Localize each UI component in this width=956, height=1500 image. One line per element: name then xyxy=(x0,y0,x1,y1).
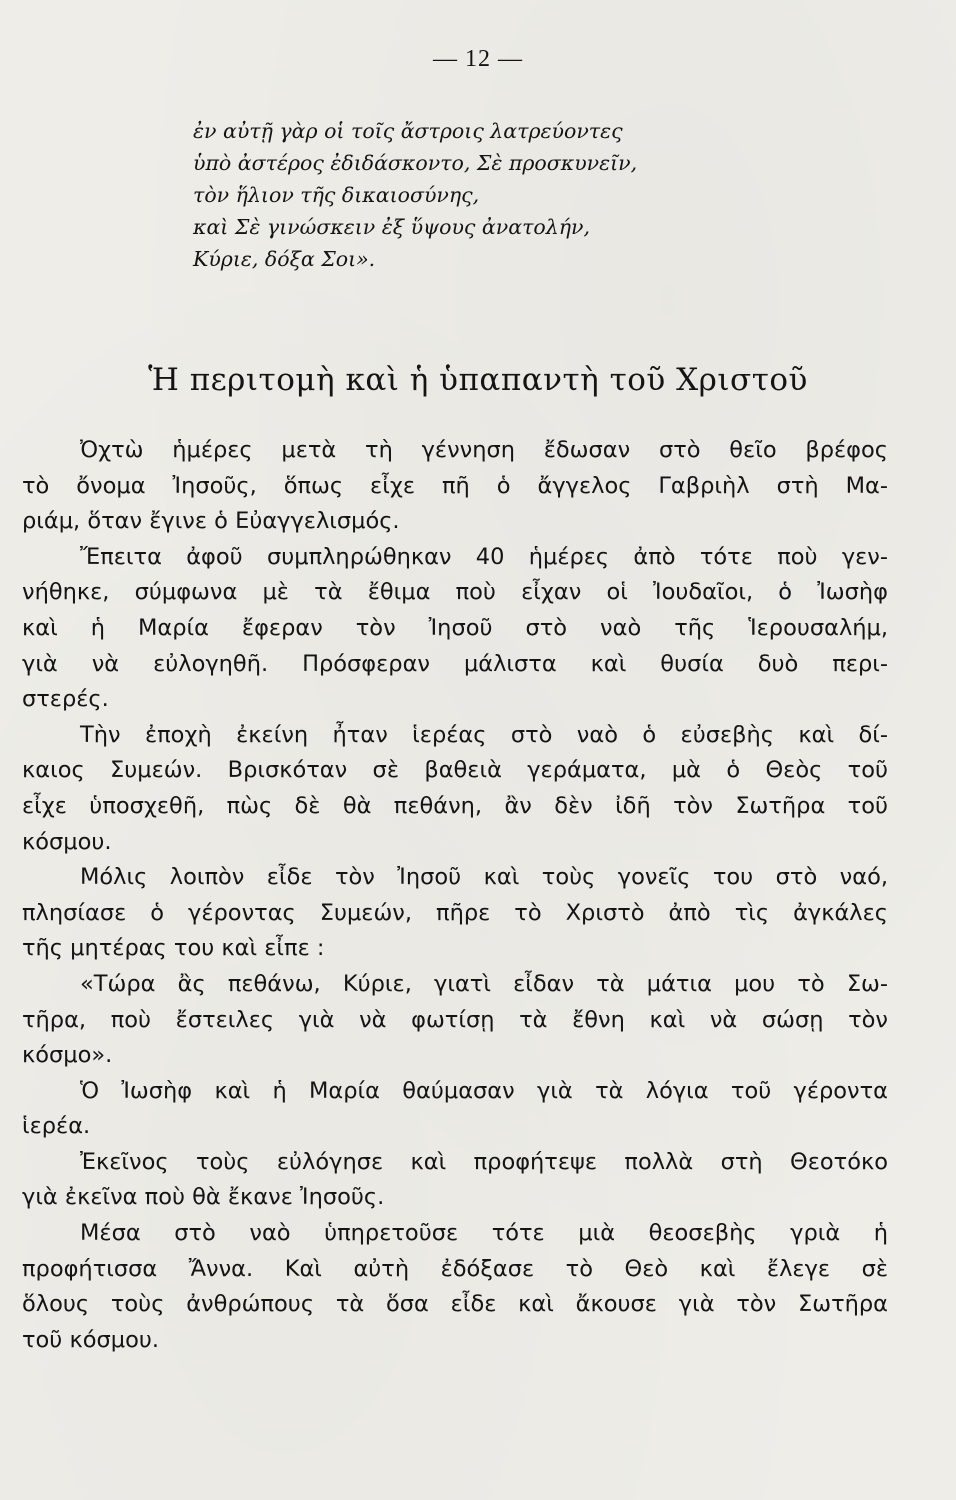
verse-line: καὶ Σὲ γινώσκειν ἐξ ὕψους ἀνατολήν, xyxy=(193,215,591,239)
text-line: Μόλις λοιπὸν εἶδε τὸν Ἰησοῦ καὶ τοὺς γονεῖς του στὸ ναό, xyxy=(80,864,888,891)
text-line: Ὁ Ἰωσὴφ καὶ ἡ Μαρία θαύμασαν γιὰ τὰ λόγια τοῦ γέροντα xyxy=(80,1077,888,1104)
text-line: Τὴν ἐποχὴ ἐκείνη ἦταν ἱερέας στὸ ναὸ ὁ εὐσεβὴς καὶ δί- xyxy=(80,721,888,748)
text-line: Ἔπειτα ἀφοῦ συμπληρώθηκαν 40 ἡμέρες ἀπὸ τότε ποὺ γεν- xyxy=(80,543,888,570)
text-line: Μέσα στὸ ναὸ ὑπηρετοῦσε τότε μιὰ θεοσεβὴς γριὰ ἡ xyxy=(80,1220,888,1247)
text-line: νήθηκε, σύμφωνα μὲ τὰ ἔθιμα ποὺ εἶχαν οἱ Ἰουδαῖοι, ὁ Ἰωσὴφ xyxy=(22,579,888,606)
text-line: τὸ ὄνομα Ἰησοῦς, ὅπως εἶχε πῆ ὁ ἄγγελος Γαβριὴλ στὴ Μα- xyxy=(22,472,888,499)
body-text xyxy=(22,433,888,1358)
text-line: ἱερέα. xyxy=(22,1113,91,1140)
text-line: γιὰ ἐκεῖνα ποὺ θὰ ἔκανε Ἰησοῦς. xyxy=(22,1184,385,1211)
text-line: προφήτισσα Ἄννα. Καὶ αὐτὴ ἐδόξασε τὸ Θεὸ καὶ ἔλεγε σὲ xyxy=(22,1255,888,1282)
text-line: Ἐκεῖνος τοὺς εὐλόγησε καὶ προφήτεψε πολλὰ στὴ Θεοτόκο xyxy=(80,1148,888,1175)
verse-line: ὑπὸ ἀστέρος ἐδιδάσκοντο, Σὲ προσκυνεῖν, xyxy=(193,151,638,175)
text-line: Ὀχτὼ ἡμέρες μετὰ τὴ γέννηση ἔδωσαν στὸ θεῖο βρέφος xyxy=(80,437,888,463)
verse-line: Κύριε, δόξα Σοι». xyxy=(193,247,376,271)
text-line: πλησίασε ὁ γέροντας Συμεών, πῆρε τὸ Χριστὸ ἀπὸ τὶς ἀγκάλες xyxy=(22,899,888,926)
text-line: ριάμ, ὅταν ἔγινε ὁ Εὐαγγελισμός. xyxy=(22,508,400,535)
chapter-title: Ἡ περιτομὴ καὶ ἡ ὑπαπαντὴ τοῦ Χριστοῦ xyxy=(148,362,808,398)
text-line: κόσμου. xyxy=(22,828,112,855)
verse-line: τὸν ἥλιον τῆς δικαιοσύνης, xyxy=(193,183,480,207)
text-line: εἶχε ὑποσχεθῆ, πὼς δὲ θὰ πεθάνη, ἂν δὲν ἰδῆ τὸν Σωτῆρα τοῦ xyxy=(22,792,888,819)
text-line: καὶ ἡ Μαρία ἔφεραν τὸν Ἰησοῦ στὸ ναὸ τῆς Ἱερουσαλήμ, xyxy=(22,614,888,641)
text-line: «Τώρα ἂς πεθάνω, Κύριε, γιατὶ εἶδαν τὰ μάτια μου τὸ Σω- xyxy=(80,970,888,997)
text-line: γιὰ νὰ εὐλογηθῆ. Πρόσφεραν μάλιστα καὶ θυσία δυὸ περι- xyxy=(22,650,888,677)
text-line: τῆς μητέρας του καὶ εἶπε : xyxy=(22,935,325,962)
text-line: ὅλους τοὺς ἀνθρώπους τὰ ὅσα εἶδε καὶ ἄκουσε γιὰ τὸν Σωτῆρα xyxy=(22,1291,888,1318)
text-line: τοῦ κόσμου. xyxy=(22,1326,160,1353)
text-line: καιος Συμεών. Βρισκόταν σὲ βαθειὰ γεράματα, μὰ ὁ Θεὸς τοῦ xyxy=(22,757,888,784)
text-line: τῆρα, ποὺ ἔστειλες γιὰ νὰ φωτίσῃ τὰ ἔθνη καὶ νὰ σώσῃ τὸν xyxy=(22,1006,888,1033)
page-number: — 12 — xyxy=(433,46,523,72)
hymn-verse xyxy=(193,115,637,275)
text-line: κόσμο». xyxy=(22,1042,113,1069)
text-line: στερές. xyxy=(22,686,109,713)
verse-line: ἐν αὐτῇ γὰρ οἱ τοῖς ἄστροις λατρεύοντες xyxy=(193,119,623,143)
